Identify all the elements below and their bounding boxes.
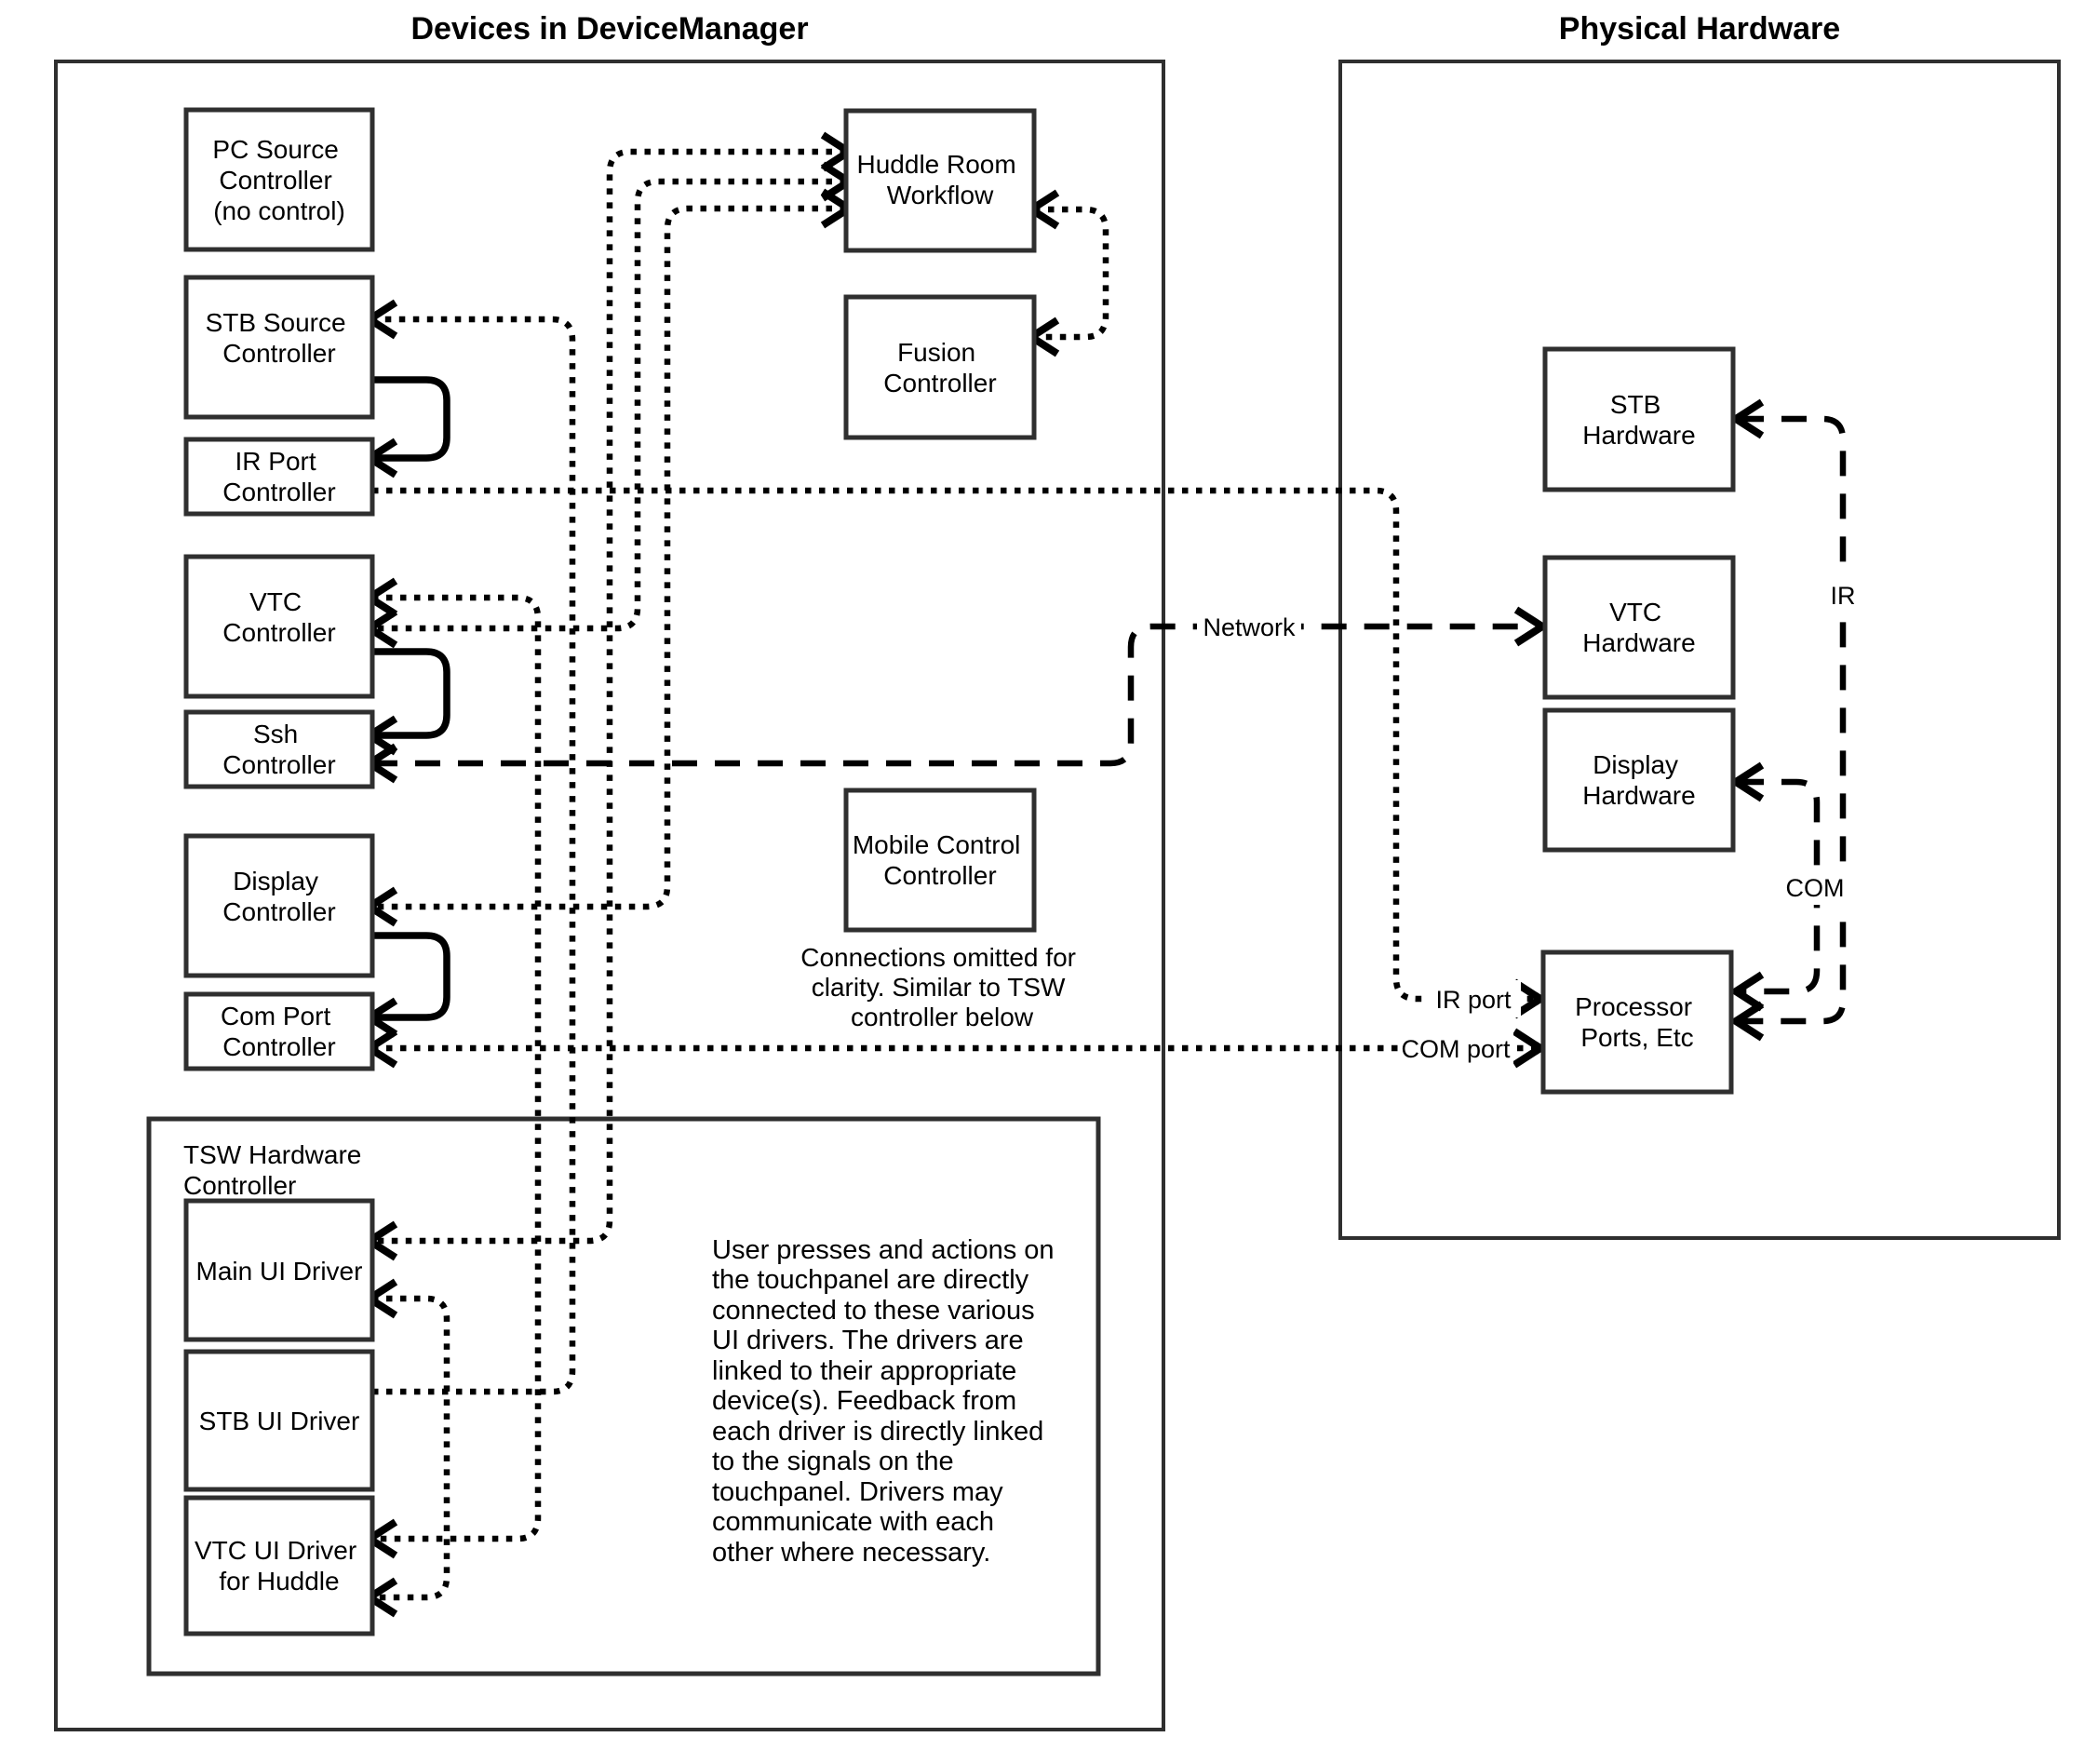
fusion-controller-box [846,297,1034,438]
stb-hardware-box [1545,349,1733,490]
node-ir-port-controller [186,439,372,514]
node-display-hardware [1545,710,1733,850]
network-label-group [1197,611,1301,644]
node-vtc-ui-driver [186,1498,372,1634]
vtc-ui-driver-box [186,1498,372,1634]
mobile-control-controller-label: Mobile Control Controller [852,830,1021,890]
node-processor-ports [1543,952,1731,1092]
ir-label: IR [1830,582,1856,610]
ir-label-group [1822,577,1863,613]
display-hardware-label: Display Hardware [1582,750,1696,810]
fusion-controller-label: Fusion Controller [883,338,997,397]
node-huddle-room-workflow [846,111,1034,250]
device-manager-title: Devices in DeviceManager [410,11,809,47]
stb-hardware-label: STB Hardware [1582,390,1696,450]
display-controller-label: Display Controller [222,867,336,926]
edge-huddle-fusion-dotted [1034,209,1106,337]
node-stb-hardware [1545,349,1733,490]
node-vtc-hardware [1545,558,1733,697]
node-com-port-controller [186,994,372,1069]
com-port-controller-label: Com Port Controller [220,1002,336,1061]
com-port-label: COM port [1401,1035,1511,1063]
edge-ssh-vtc-hardware-network-dashed [372,626,1539,763]
pc-source-controller-label: PC Source Controller (no control) [212,135,345,225]
edge-display-com-port-solid [372,936,447,1017]
node-stb-source-controller [186,277,372,417]
node-fusion-controller [846,297,1034,438]
tsw-hardware-controller-label: TSW Hardware Controller [183,1140,362,1200]
processor-ports-label: Processor Ports, Etc [1575,992,1694,1052]
node-main-ui-driver [186,1201,372,1340]
network-label: Network [1203,613,1296,641]
node-vtc-controller [186,557,372,696]
node-display-controller [186,836,372,976]
ir-port-label-group [1428,980,1521,1017]
tsw-explanation-note: User presses and actions on the touchpanel are directly connected to these various UI drivers. The drivers are linked to their appropriate device(s). Feedback from each driver is directly linked to the signals on the touchpanel. Drivers may communicate with each other where necessary. [712,1235,1055,1568]
node-pc-source-controller [186,110,372,249]
mobile-control-controller-box [846,790,1034,930]
edge-vtc-ssh-solid [372,652,447,735]
mobile-controller-note: Connections omitted for clarity. Similar to TSW controller below [800,943,1076,1031]
processor-ports-box [1543,952,1731,1092]
com-label: COM [1785,874,1845,902]
vtc-hardware-label: VTC Hardware [1582,598,1696,657]
vtc-controller-label: VTC Controller [222,587,336,647]
stb-source-controller-label: STB Source Controller [205,308,346,368]
physical-hardware-title: Physical Hardware [1558,11,1841,47]
node-stb-ui-driver [186,1352,372,1489]
node-mobile-control-controller [846,790,1034,930]
main-ui-driver-label: Main UI Driver [195,1257,363,1286]
vtc-ui-driver-label: VTC UI Driver for Huddle [194,1536,357,1596]
stb-ui-driver-label: STB UI Driver [198,1407,360,1435]
node-ssh-controller [186,712,372,787]
display-hardware-box [1545,710,1733,850]
vtc-hardware-box [1545,558,1733,697]
ir-port-label: IR port [1435,986,1512,1014]
ir-port-controller-label: IR Port Controller [222,447,336,506]
edge-stb-source-ir-port-solid [372,380,447,458]
com-port-label-group [1398,1029,1513,1068]
huddle-room-workflow-label: Huddle Room Workflow [856,150,1016,209]
ssh-controller-label: Ssh Controller [222,720,336,779]
edge-stb-hardware-processor-ir-dashed [1739,419,1843,1021]
com-label-group [1780,869,1854,905]
